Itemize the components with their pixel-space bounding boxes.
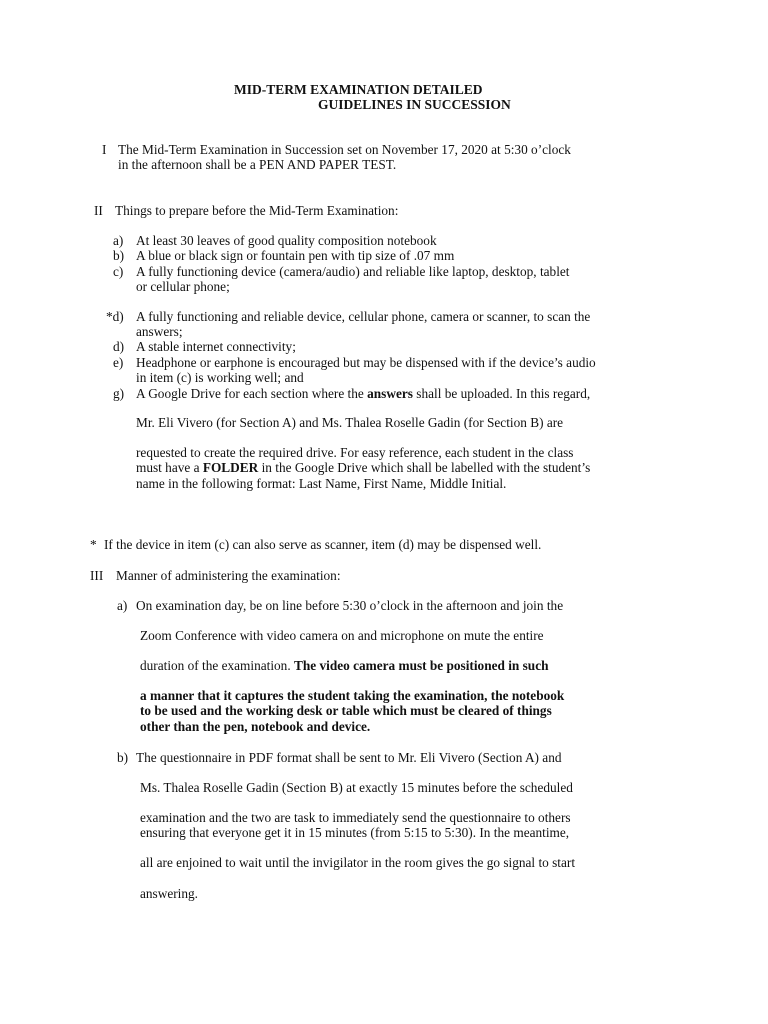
g-paragraph-line: Mr. Eli Vivero (for Section A) and Ms. Thalea Roselle Gadin (for Section B) are: [136, 415, 564, 430]
bold-text-run: The video camera must be positioned in such: [293, 658, 549, 673]
list-item-label: a): [113, 233, 124, 248]
document-title-line-1: MID-TERM EXAMINATION DETAILED: [234, 82, 483, 97]
section-3a-line: On examination day, be on line before 5:30 o’clock in the afternoon and join the: [136, 598, 564, 613]
text-run: shall be uploaded. In this regard,: [412, 386, 591, 401]
g-paragraph-line: requested to create the required drive. For easy reference, each student in the class: [136, 445, 574, 460]
list-item-text: answers;: [136, 324, 183, 339]
list-item-label: c): [113, 264, 124, 279]
section-3a-line: [140, 658, 549, 673]
section-3b-line: Ms. Thalea Roselle Gadin (Section B) at exactly 15 minutes before the scheduled: [140, 780, 573, 795]
section-3-heading: Manner of administering the examination:: [116, 568, 341, 583]
list-item-text: A stable internet connectivity;: [136, 339, 296, 354]
g-paragraph-line: [136, 460, 590, 475]
section-2-heading: Things to prepare before the Mid-Term Examination:: [115, 203, 399, 218]
list-item-label: a): [117, 598, 128, 613]
list-item-label: b): [113, 248, 125, 263]
list-item-text: Headphone or earphone is encouraged but may be dispensed with if the device’s audio: [136, 355, 596, 370]
section-1-line-2: in the afternoon shall be a PEN AND PAPER TEST.: [118, 157, 397, 172]
section-3b-line: The questionnaire in PDF format shall be sent to Mr. Eli Vivero (Section A) and: [136, 750, 562, 765]
text-run: duration of the examination.: [140, 658, 294, 673]
section-3b-line: examination and the two are task to immediately send the questionnaire to others: [140, 810, 571, 825]
section-3-numeral: III: [90, 568, 104, 583]
list-item-label: g): [113, 386, 125, 401]
section-3b-line: ensuring that everyone get it in 15 minutes (from 5:15 to 5:30). In the meantime,: [140, 825, 570, 840]
text-run: must have a: [136, 460, 203, 475]
list-item-text: A blue or black sign or fountain pen with tip size of .07 mm: [136, 248, 455, 263]
list-item-text: A fully functioning and reliable device, cellular phone, camera or scanner, to scan the: [136, 309, 591, 324]
section-3a-bold-line: a manner that it captures the student taking the examination, the notebook: [140, 688, 565, 703]
section-3a-line: Zoom Conference with video camera on and microphone on mute the entire: [140, 628, 544, 643]
section-3b-line: all are enjoined to wait until the invigilator in the room gives the go signal to start: [140, 855, 576, 870]
bold-text-run: answers: [367, 386, 413, 401]
bold-text-run: FOLDER: [202, 460, 259, 475]
footnote-text: If the device in item (c) can also serve as scanner, item (d) may be dispensed well.: [104, 537, 542, 552]
g-paragraph-line: name in the following format: Last Name, First Name, Middle Initial.: [136, 476, 507, 491]
list-item-text: A fully functioning device (camera/audio) and reliable like laptop, desktop, tablet: [136, 264, 570, 279]
list-item-text: or cellular phone;: [136, 279, 230, 294]
list-item-text: [136, 386, 590, 401]
section-3a-bold-line: to be used and the working desk or table which must be cleared of things: [140, 703, 552, 718]
section-2-numeral: II: [94, 203, 103, 218]
text-run: in the Google Drive which shall be labelled with the student’s: [258, 460, 591, 475]
list-item-label: e): [113, 355, 124, 370]
document-title-line-2: GUIDELINES IN SUCCESSION: [318, 97, 511, 112]
list-item-text: in item (c) is working well; and: [136, 370, 304, 385]
footnote-marker: *: [90, 537, 97, 552]
list-item-text: At least 30 leaves of good quality composition notebook: [136, 233, 437, 248]
text-run: A Google Drive for each section where the: [136, 386, 368, 401]
section-1-numeral: I: [102, 142, 107, 157]
section-1-line-1: The Mid-Term Examination in Succession set on November 17, 2020 at 5:30 o’clock: [118, 142, 571, 157]
list-item-label: d): [113, 339, 125, 354]
section-3b-line: answering.: [140, 886, 198, 901]
list-item-label: *d): [106, 309, 124, 324]
list-item-label: b): [117, 750, 129, 765]
section-3a-bold-line: other than the pen, notebook and device.: [140, 719, 371, 734]
